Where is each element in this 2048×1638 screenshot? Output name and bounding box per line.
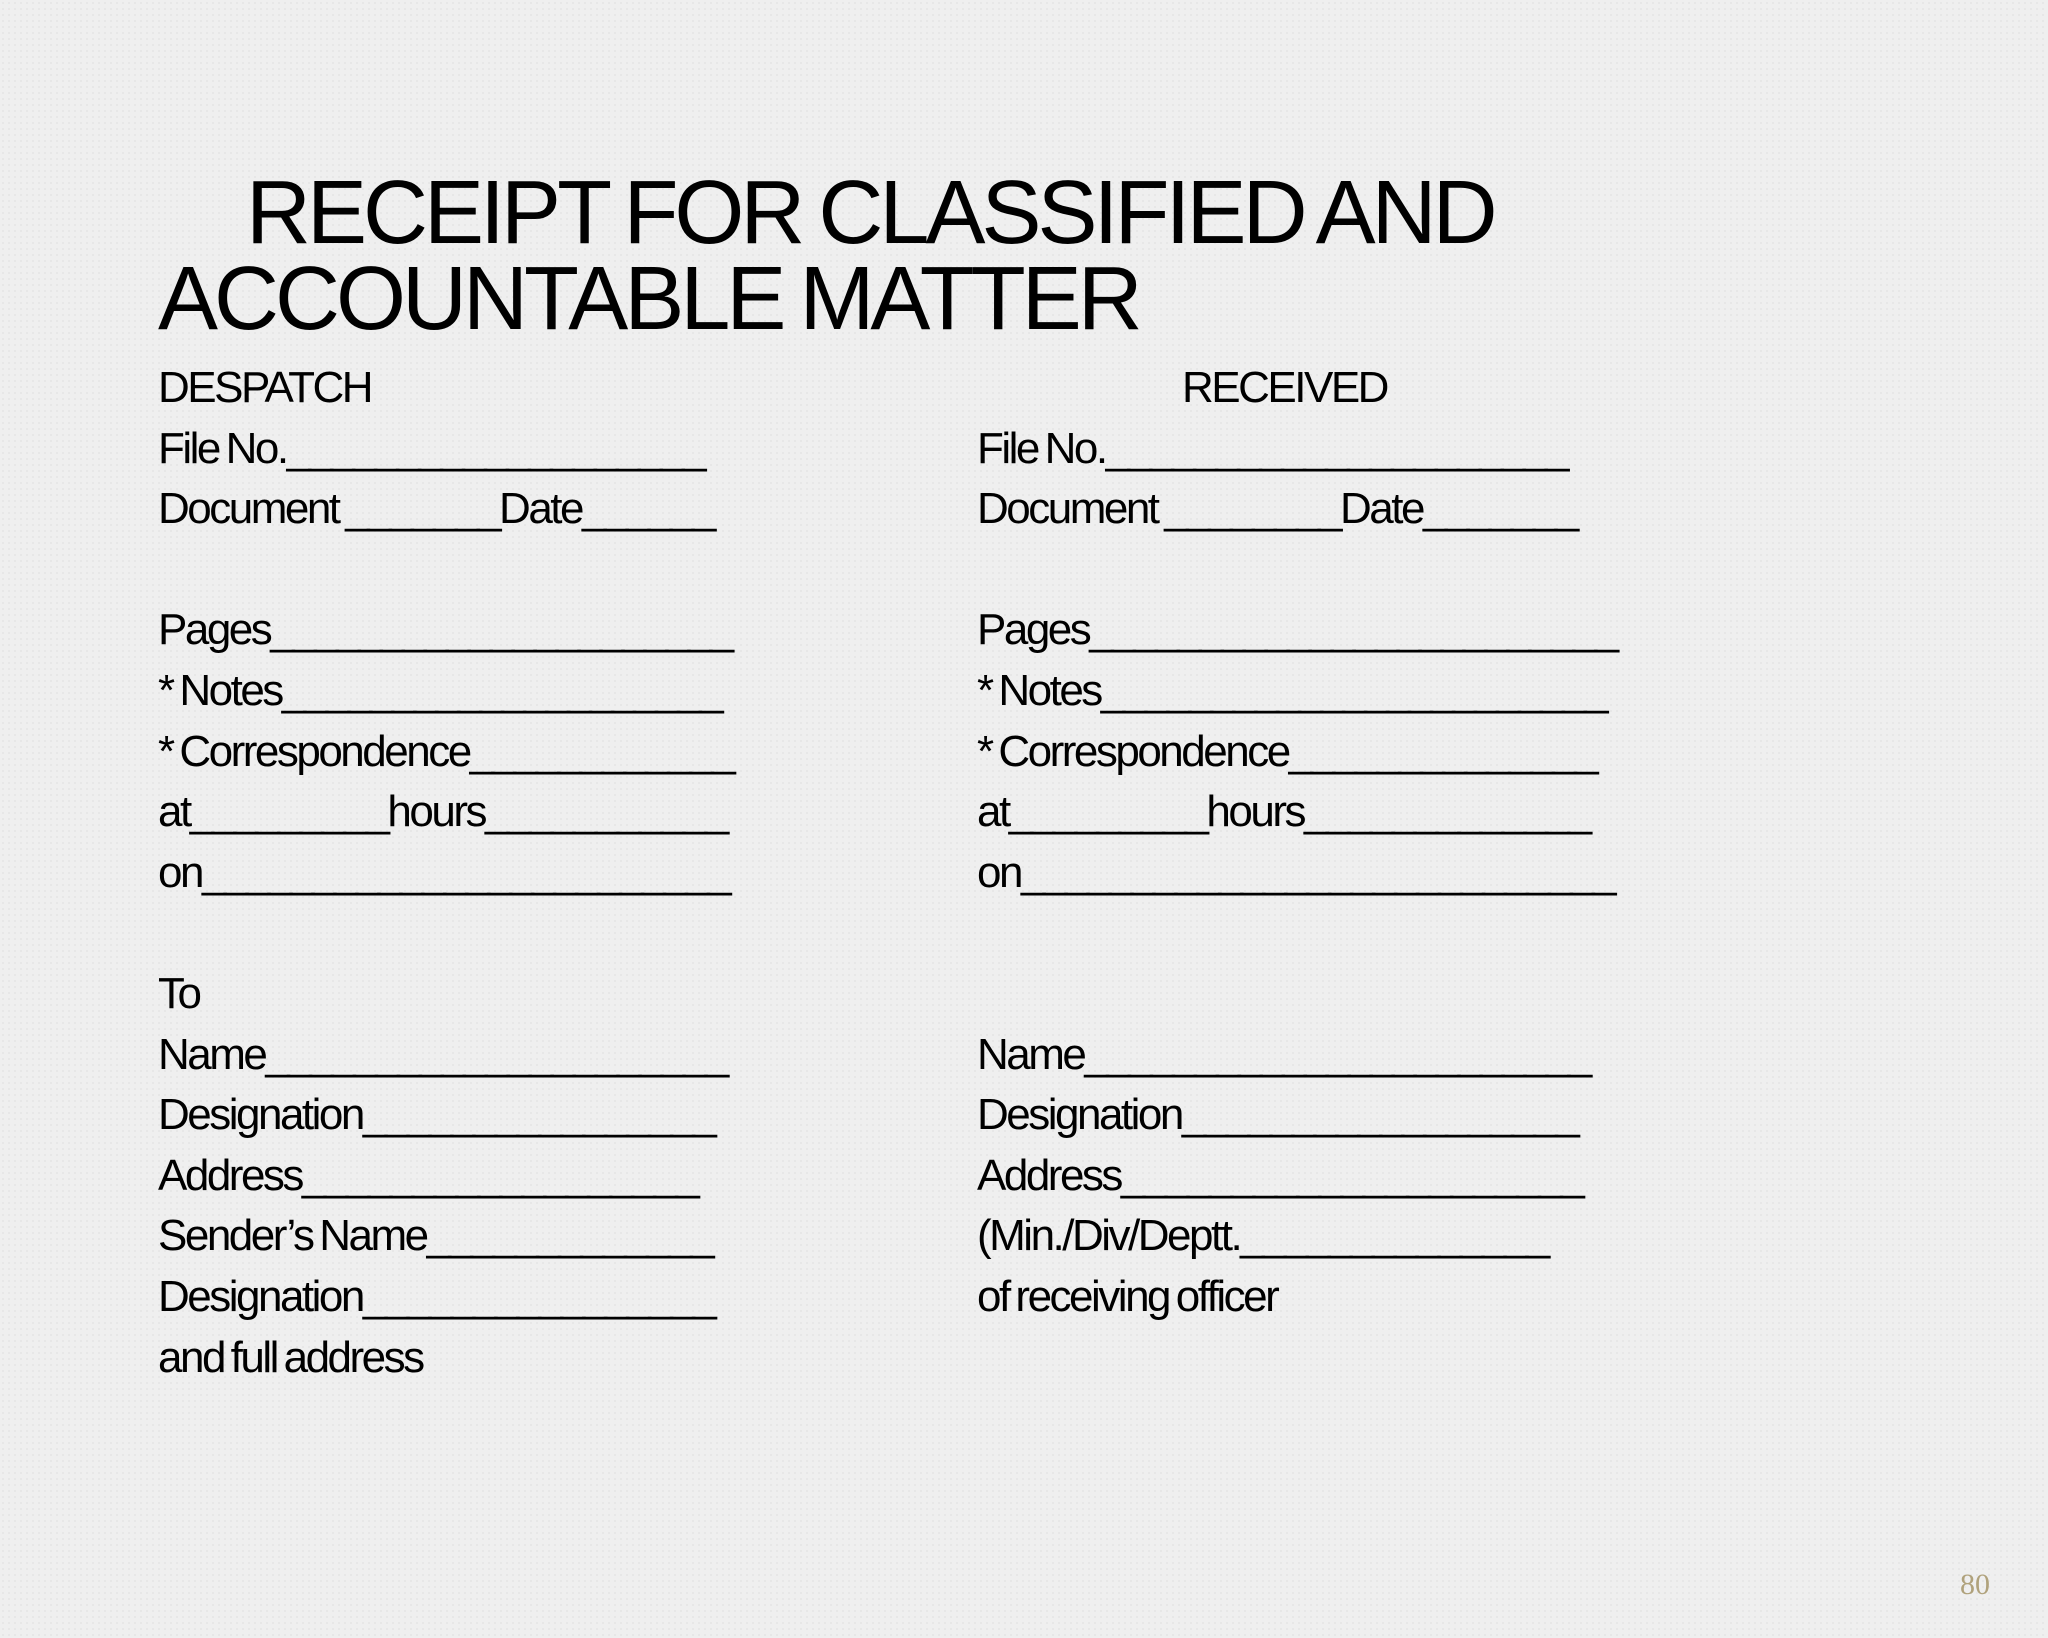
despatch-heading: DESPATCH [158,363,372,412]
received-document-date-field: Document ________Date_______ [977,484,1577,534]
despatch-correspondence-field: * Correspondence____________ [158,726,734,776]
received-min-div-deptt-field: (Min./Div/Deptt.______________ [977,1211,1548,1261]
despatch-pages-field: Pages_____________________ [158,605,732,655]
despatch-at-hours-field: at_________hours___________ [158,787,727,837]
despatch-notes-field: * Notes____________________ [158,665,722,715]
despatch-name-field: Name_____________________ [158,1029,727,1079]
received-address-field: Address_____________________ [977,1150,1583,1200]
received-pages-field: Pages________________________ [977,605,1617,655]
spacer [158,540,778,601]
received-at-hours-field: at_________hours_____________ [977,787,1590,837]
received-designation-field: Designation__________________ [977,1090,1578,1140]
received-on-field: on___________________________ [977,847,1615,897]
page-title [158,163,1658,349]
despatch-on-field: on________________________ [158,847,730,897]
received-notes-field: * Notes_______________________ [977,665,1607,715]
received-receiving-officer-label: of receiving officer [977,1271,1278,1321]
received-column [977,358,1617,1328]
despatch-column [158,358,778,1388]
received-correspondence-field: * Correspondence______________ [977,726,1597,776]
received-heading: RECEIVED [1182,363,1387,412]
page-number: 80 [1960,1568,1990,1601]
despatch-senders-name-field: Sender’s Name_____________ [158,1211,713,1261]
title-line-1: RECEIPT FOR CLASSIFIED AND [246,163,1494,263]
despatch-address-field: Address__________________ [158,1150,698,1200]
despatch-sender-designation-field: Designation________________ [158,1271,715,1321]
despatch-to-label: To [158,968,200,1018]
despatch-full-address-label: and full address [158,1332,423,1382]
spacer [977,903,1597,964]
despatch-document-date-field: Document _______Date______ [158,484,714,534]
title-line-2: ACCOUNTABLE MATTER [158,249,1139,349]
received-name-field: Name_______________________ [977,1029,1590,1079]
spacer [977,540,1597,601]
despatch-designation-field: Designation________________ [158,1090,715,1140]
spacer [158,903,778,964]
despatch-file-no-field: File No.___________________ [158,423,705,473]
spacer [977,964,1597,1025]
received-file-no-field: File No._____________________ [977,423,1567,473]
